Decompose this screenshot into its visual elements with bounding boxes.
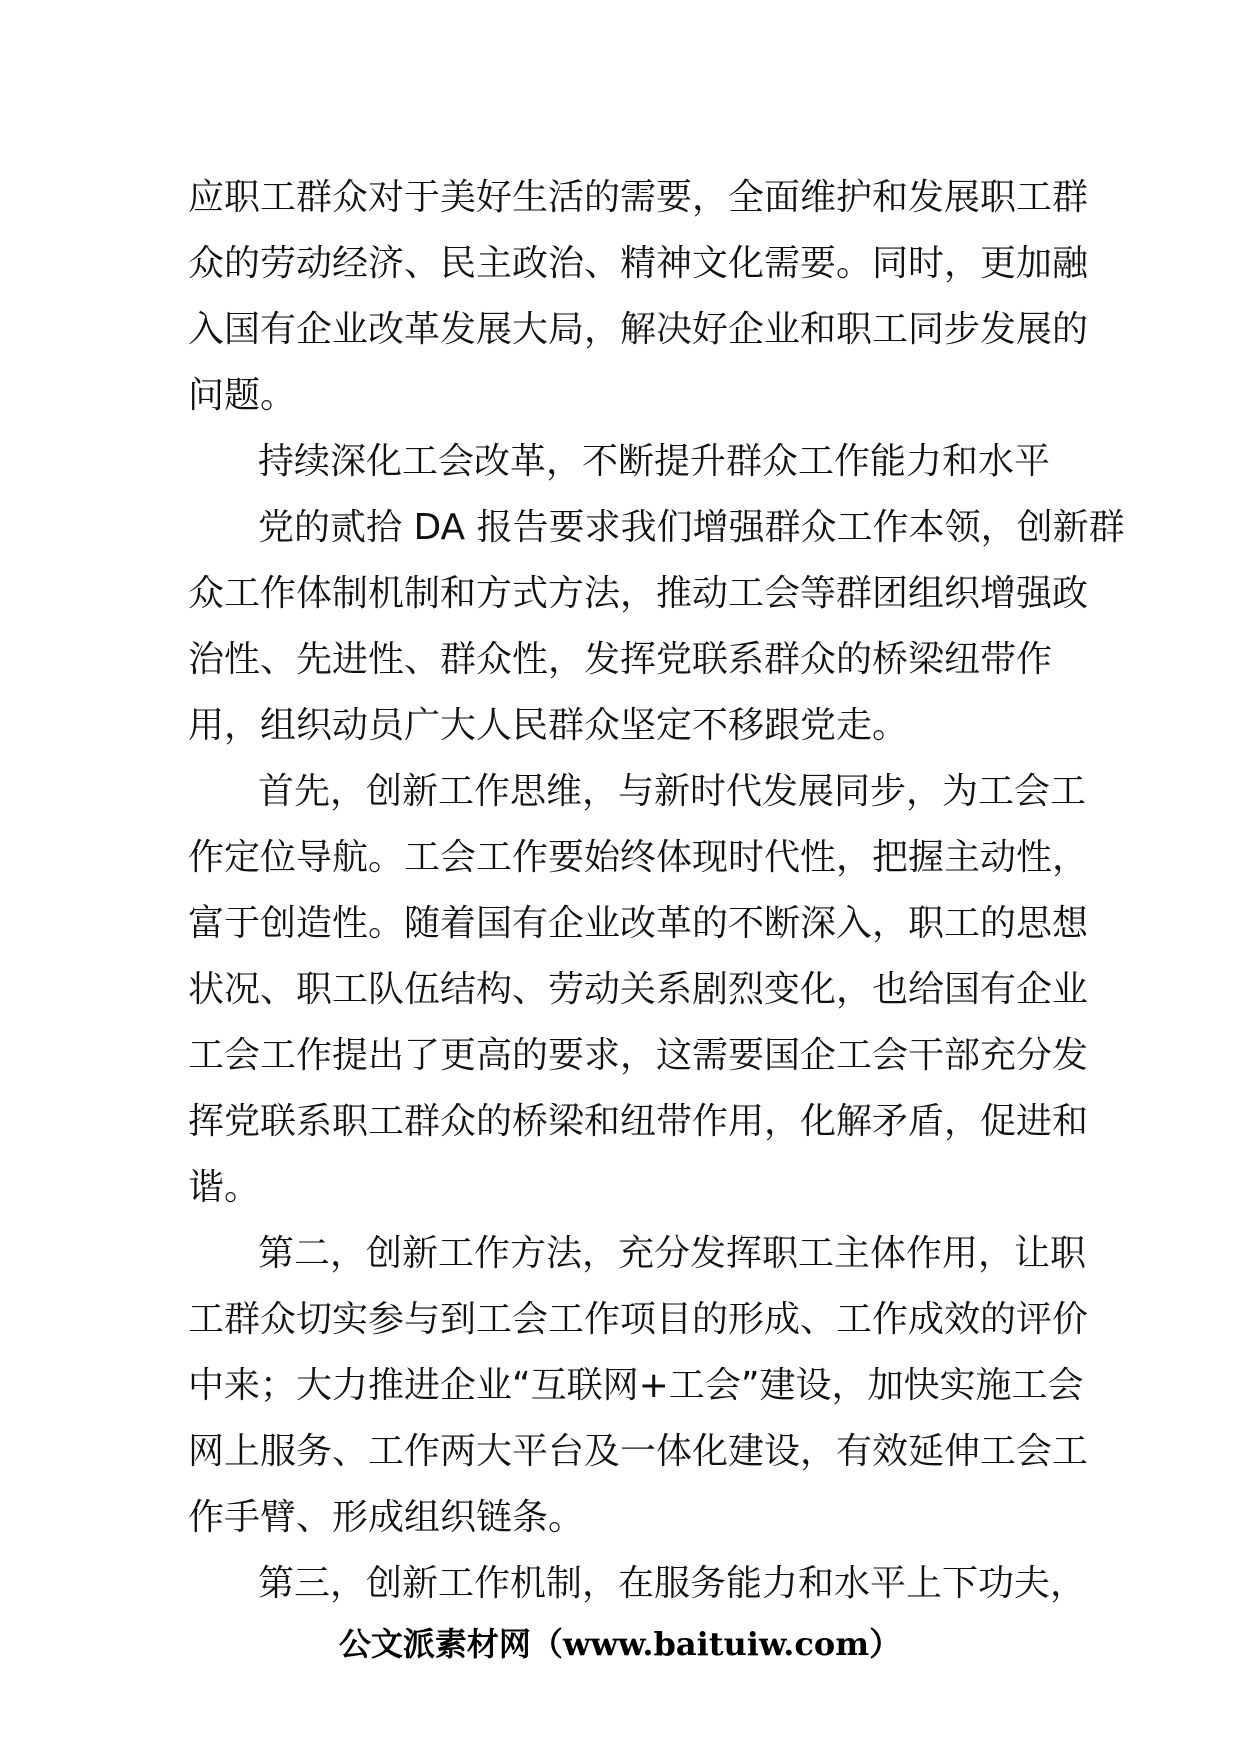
text-line: 第二，创新工作方法，充分发挥职工主体作用，让职	[258, 1233, 1087, 1274]
text-line: 问题。	[188, 375, 297, 416]
text-line: 首先，创新工作思维，与新时代发展同步，为工会工	[258, 771, 1087, 812]
text-line: 党的贰拾 DA 报告要求我们增强群众工作本领，创新群	[258, 507, 1125, 548]
footer-watermark: 公文派素材网（www.baituiw.com）	[338, 1625, 902, 1663]
text-line: 众工作体制机制和方式方法，推动工会等群团组织增强政	[188, 573, 1089, 614]
text-line: 状况、职工队伍结构、劳动关系剧烈变化，也给国有企业	[188, 969, 1089, 1010]
text-line: 应职工群众对于美好生活的需要，全面维护和发展职工群	[188, 177, 1089, 218]
document-body	[188, 165, 1125, 1617]
text-line: 入国有企业改革发展大局，解决好企业和职工同步发展的	[188, 309, 1089, 350]
section-heading: 持续深化工会改革，不断提升群众工作能力和水平	[258, 441, 1051, 482]
text-line: 众的劳动经济、民主政治、精神文化需要。同时，更加融	[188, 243, 1089, 284]
text-line: 治性、先进性、群众性，发挥党联系群众的桥梁纽带作	[188, 639, 1053, 680]
text-line: 作定位导航。工会工作要始终体现时代性，把握主动性，	[188, 837, 1089, 878]
text-line: 富于创造性。随着国有企业改革的不断深入，职工的思想	[188, 903, 1089, 944]
text-line: 谐。	[188, 1167, 261, 1208]
text-line: 第三，创新工作机制，在服务能力和水平上下功夫，	[258, 1563, 1087, 1604]
text-line: 网上服务、工作两大平台及一体化建设，有效延伸工会工	[188, 1431, 1089, 1472]
text-line: 用，组织动员广大人民群众坚定不移跟党走。	[188, 705, 909, 746]
text-line: 工会工作提出了更高的要求，这需要国企工会干部充分发	[188, 1035, 1089, 1076]
text-line: 作手臂、形成组织链条。	[188, 1497, 585, 1538]
text-line: 工群众切实参与到工会工作项目的形成、工作成效的评价	[188, 1299, 1089, 1340]
text-line: 挥党联系职工群众的桥梁和纽带作用，化解矛盾，促进和	[188, 1101, 1089, 1142]
text-line: 中来；大力推进企业“互联网+工会”建设，加快实施工会	[188, 1365, 1084, 1406]
